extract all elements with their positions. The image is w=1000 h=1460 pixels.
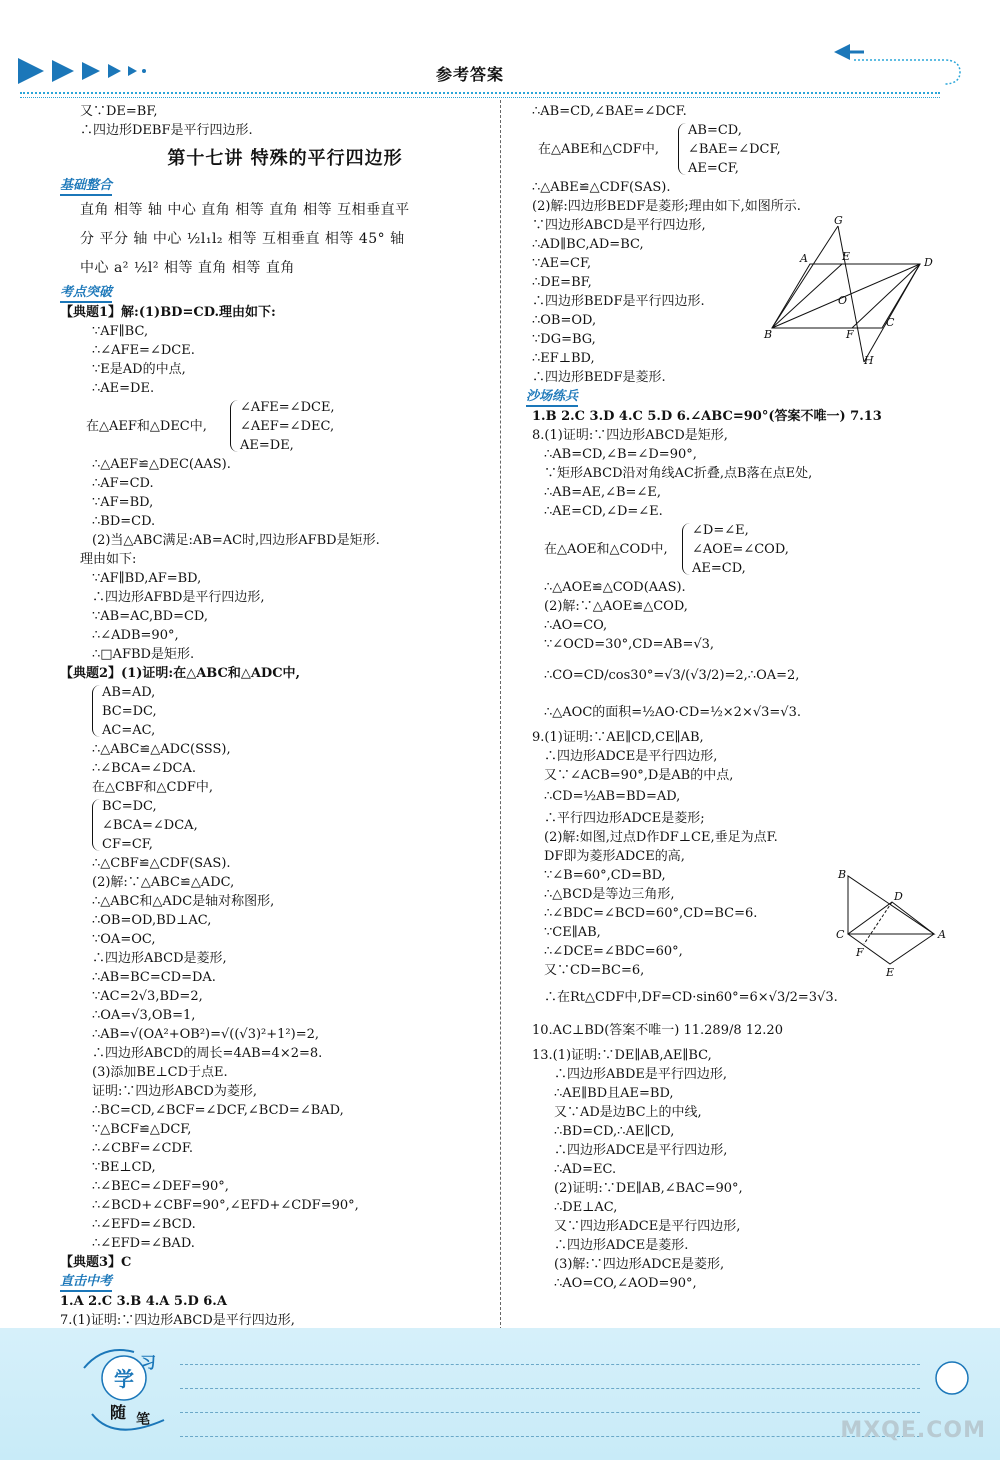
brace-item: BC=DC, [102,799,157,814]
left-column [60,102,490,1330]
answers-10-12: 10.AC⊥BD(答案不唯一) 11.289/8 12.20 [532,1023,783,1038]
text-line: 理由如下: [80,552,137,567]
diagram-label: B [838,868,847,881]
brace-group [80,398,490,455]
header-rule [20,92,940,94]
brace-symbol [92,685,101,737]
text-line: ∴AB=BC=CD=DA. [92,970,216,985]
text-line: ∴△AEF≌△DEC(AAS). [92,457,231,472]
brace-item: AE=CF, [688,161,739,176]
text-line: 又∵CD=BC=6, [544,963,645,978]
notes-line [180,1388,920,1389]
header-rule-secondary [20,97,940,98]
brace-item: AB=AD, [102,685,156,700]
text-line: ∵四边形ABCD是平行四边形, [532,218,706,233]
section-label-zhongkao: 直击中考 [60,1273,112,1292]
page-header-title: 参考答案 [436,65,505,84]
text-line: ∴AF=CD. [92,476,154,491]
text-line: ∴AD∥BC,AD=BC, [532,237,644,252]
basic-answers-line: 中心 a² ½l² 相等 直角 相等 直角 [80,260,295,276]
text-line: (2)解:如图,过点D作DF⊥CE,垂足为点F. [544,830,778,845]
brace-symbol [230,400,239,452]
column-divider [500,100,501,1335]
text-line: ∵△BCF≌△DCF, [92,1122,192,1137]
brace-group [80,683,490,740]
text-line: ∴AE=CD,∠D=∠E. [544,504,663,519]
text-line: ∵∠B=60°,CD=BD, [544,868,666,883]
text-line: ∴BC=CD,∠BCF=∠DCF,∠BCD=∠BAD, [92,1103,344,1118]
brace-item: ∠AFE=∠DCE, [240,400,335,415]
brace-group [532,521,962,578]
example-1-heading: 【典题1】解:(1)BD=CD.理由如下: [60,305,276,320]
header-right-arrow-decoration [834,40,964,86]
basic-answers-line: 直角 相等 轴 中心 直角 相等 直角 相等 互相垂直平 [80,202,410,218]
badge-char: 随 [110,1403,127,1422]
text-line: ∴BD=CD,∴AE∥CD, [554,1124,675,1139]
text-line: ∵AC=2√3,BD=2, [92,989,203,1004]
text-line: ∵∠OCD=30°,CD=AB=√3, [544,637,715,652]
text-line: ∴△AOE≌△COD(AAS). [544,580,686,595]
section-label-exam: 考点突破 [60,284,112,303]
diagram-label: F [846,328,854,341]
brace-group [80,797,490,854]
notes-line [180,1412,920,1413]
brace-lead: 在△ABE和△CDF中, [538,142,659,157]
diagram-label: C [886,316,895,329]
text-line: ∵BE⊥CD, [92,1160,156,1175]
text-line: 9.(1)证明:∵AE∥CD,CE∥AB, [532,730,704,745]
text-line: ∴BD=CD. [92,514,156,529]
brace-lead: 在△AOE和△COD中, [544,542,668,557]
diagram-label: G [834,214,843,227]
text-line: ∵AF∥BC, [92,324,149,339]
text-line: 在△CBF和△CDF中, [92,780,214,795]
text-line: (2)解:∵△ABC≌△ADC, [92,875,235,890]
text-line: ∴∠BDC=∠BCD=60°,CD=BC=6. [544,906,758,921]
brace-item: AB=CD, [688,123,742,138]
text-line: ∵DG=BG, [532,332,596,347]
text-line: 又∵四边形ADCE是平行四边形, [554,1219,741,1234]
text-line: ∴∠ADB=90°, [92,628,179,643]
text-line: ∴平行四边形ADCE是菱形; [544,811,705,826]
text-line: ∴OB=OD, [532,313,597,328]
text-line: (3)解:∵四边形ADCE是菱形, [554,1257,725,1272]
text-line: (2)当△ABC满足:AB=AC时,四边形AFBD是矩形. [92,533,380,548]
brace-symbol [92,799,101,851]
text-line: ∴∠DCE=∠BDC=60°, [544,944,683,959]
text-line: ∴AB=AE,∠B=∠E, [544,485,661,500]
text-line: ∴四边形ABCD的周长=4AB=4×2=8. [92,1046,323,1061]
text-line: ∴DE⊥AC, [554,1200,618,1215]
badge-char: 习 [140,1353,157,1372]
page-number-badge [934,1360,970,1396]
text-line: 又∵∠ACB=90°,D是AB的中点, [544,768,734,783]
text-line: ∴四边形BEDF是平行四边形. [532,294,705,309]
formula-co: ∴CO=CD/cos30°=√3/(√3/2)=2,∴OA=2, [544,668,800,683]
text-line: ∴∠EFD=∠BCD. [92,1217,196,1232]
text-line: ∴AB=CD,∠B=∠D=90°, [544,447,697,462]
text-line: ∴AE∥BD且AE=BD, [554,1086,674,1101]
text-line: (2)证明:∵DE∥AB,∠BAC=90°, [554,1181,743,1196]
text-line: (2)解:∵△AOE≌△COD, [544,599,688,614]
basic-answers-line: 分 平分 轴 中心 ½l₁l₂ 相等 互相垂直 相等 45° 轴 [80,231,405,247]
practice-answers: 1.B 2.C 3.D 4.C 5.D 6.∠ABC=90°(答案不唯一) 7.13 [532,409,882,424]
text-line: ∴△CBF≌△CDF(SAS). [92,856,231,871]
geometry-diagram-rhombus [834,864,954,984]
diagram-label: E [842,250,851,263]
geometry-diagram-parallelogram [762,212,942,372]
text-line: (2)解:四边形BEDF是菱形;理由如下,如图所示. [532,199,801,214]
text-line: ∴∠EFD=∠BAD. [92,1236,195,1251]
lesson-title: 第十七讲 特殊的平行四边形 [167,148,403,169]
text-line: ∵AB=AC,BD=CD, [92,609,209,624]
text-line: 13.(1)证明:∵DE∥AB,AE∥BC, [532,1048,712,1063]
text-line: ∴OB=OD,BD⊥AC, [92,913,212,928]
diagram-label: F [856,946,864,959]
text-line: ∵AF∥BD,AF=BD, [92,571,202,586]
brace-item: AE=DE, [240,438,294,453]
text-line: ∴CD=½AB=BD=AD, [544,789,681,804]
text-line: ∴四边形ABDE是平行四边形, [554,1067,727,1082]
brace-item: ∠AEF=∠DEC, [240,419,335,434]
text-line: ∴EF⊥BD, [532,351,595,366]
text-line: ∵E是AD的中点, [92,362,186,377]
text-line: ∴△ABE≌△CDF(SAS). [532,180,671,195]
text-line: ∵AE=CF, [532,256,592,271]
text-line: ∴四边形ADCE是平行四边形, [554,1143,728,1158]
text-line: ∴□AFBD是矩形. [92,647,195,662]
watermark: MXQE.COM [840,1418,986,1443]
brace-symbol [678,123,687,175]
text-line: 又∵AD是边BC上的中线, [554,1105,702,1120]
text-line: ∴AO=CO,∠AOD=90°, [554,1276,697,1291]
brace-item: ∠BAE=∠DCF, [688,142,781,157]
text-line: ∴四边形DEBF是平行四边形. [80,123,253,138]
text-line: ∴AE=DE. [92,381,155,396]
brace-item: AE=CD, [692,561,746,576]
text-line: ∴∠BEC=∠DEF=90°, [92,1179,229,1194]
example-2-heading: 【典题2】(1)证明:在△ABC和△ADC中, [60,666,301,681]
notes-line [180,1436,920,1437]
brace-item: CF=CF, [102,837,153,852]
diagram-label: A [938,928,946,941]
text-line: ∴四边形ADCE是平行四边形, [544,749,718,764]
text-line: ∴∠BCD+∠CBF=90°,∠EFD+∠CDF=90°, [92,1198,359,1213]
text-line: ∴四边形BEDF是菱形. [532,370,666,385]
diagram-label: D [924,256,933,269]
text-line: ∴DE=BF, [532,275,592,290]
text-line: ∴AB=CD,∠BAE=∠DCF. [532,104,687,119]
diagram-label: H [864,354,874,367]
text-line: (3)添加BE⊥CD于点E. [92,1065,228,1080]
brace-group [532,121,962,178]
notes-line [180,1364,920,1365]
badge-char: 学 [114,1367,134,1391]
text-line: ∵矩形ABCD沿对角线AC折叠,点B落在点E处, [544,466,813,481]
text-line: ∵AF=BD, [92,495,154,510]
diagram-label: A [800,252,808,265]
brace-item: ∠D=∠E, [692,523,749,538]
text-line: ∵CE∥AB, [544,925,601,940]
diagram-label: B [764,328,773,341]
text-line: ∴AD=EC. [554,1162,617,1177]
formula-rt: ∴在Rt△CDF中,DF=CD·sin60°=6×√3/2=3√3. [544,990,838,1005]
brace-item: BC=DC, [102,704,157,719]
text-line: 证明:∵四边形ABCD为菱形, [92,1084,258,1099]
text-line: ∴AB=√(OA²+OB²)=√((√3)²+1²)=2, [92,1027,320,1042]
text-line: DF即为菱形ADCE的高, [544,849,685,864]
text-line: ∵OA=OC, [92,932,156,947]
formula-area: ∴△AOC的面积=½AO·CD=½×2×√3=√3. [544,705,801,720]
text-line: ∴OA=√3,OB=1, [92,1008,196,1023]
study-notes-badge [74,1338,184,1448]
text-line: ∴∠AFE=∠DCE. [92,343,195,358]
brace-symbol [682,523,691,575]
section-label-basic: 基础整合 [60,177,112,196]
text-line: ∴AO=CO, [544,618,608,633]
text-line: ∴△BCD是等边三角形, [544,887,675,902]
text-line: ∴∠BCA=∠DCA. [92,761,196,776]
text-line: ∴△ABC≌△ADC(SSS), [92,742,231,757]
text-line: ∴∠CBF=∠CDF. [92,1141,193,1156]
example-3-answer: 【典题3】C [60,1255,132,1270]
zhongkao-answers: 1.A 2.C 3.B 4.A 5.D 6.A [60,1294,227,1309]
section-label-practice: 沙场练兵 [526,388,578,407]
text-line: ∴△ABC和△ADC是轴对称图形, [92,894,275,909]
diagram-label: C [836,928,845,941]
text-line: 8.(1)证明:∵四边形ABCD是矩形, [532,428,728,443]
header-arrows-decoration [18,58,148,84]
diagram-label: E [886,966,895,979]
text-line: ∴四边形ADCE是菱形. [554,1238,689,1253]
text-line: 又∵DE=BF, [80,104,158,119]
badge-char: 笔 [136,1412,150,1428]
diagram-label: O [838,294,848,307]
text-line: ∴四边形ABCD是菱形, [92,951,227,966]
diagram-label: D [894,890,903,903]
brace-lead: 在△AEF和△DEC中, [86,419,207,434]
brace-item: AC=AC, [102,723,156,738]
brace-item: ∠AOE=∠COD, [692,542,789,557]
zhongkao-question-7: 7.(1)证明:∵四边形ABCD是平行四边形, [60,1313,295,1328]
text-line: ∴四边形AFBD是平行四边形, [92,590,265,605]
brace-item: ∠BCA=∠DCA, [102,818,198,833]
